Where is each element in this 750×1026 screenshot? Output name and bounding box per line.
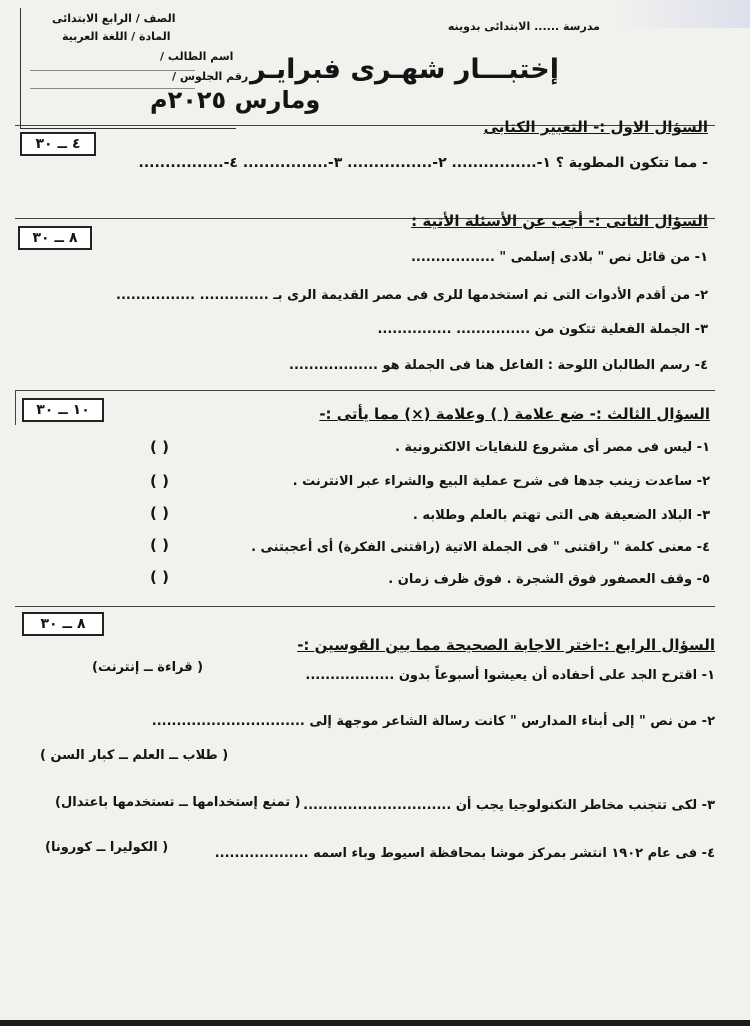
exam-title-line2: ومارس ٢٠٢٥م: [150, 86, 321, 114]
q3-answer-3[interactable]: ( ): [150, 504, 169, 522]
q3-heading: السؤال الثالث :- ضع علامة ( ) وعلامة (×) مما يأتى :-: [319, 405, 710, 423]
q4-choices-4: (الكوليرا ــ كورونا ): [45, 840, 169, 855]
q4-item-4: ٤- فى عام ١٩٠٢ انتشر بمركز موشا بمحافظة اسيوط وباء اسمه ...................: [214, 846, 715, 861]
q3-top-rule: [15, 390, 715, 391]
q3-left-rule: [15, 390, 16, 425]
grade-label: الصف / الرابع الابتدائى: [52, 12, 176, 25]
q3-item-5: ٥- وقف العصفور فوق الشجرة . فوق ظرف زمان .: [388, 572, 710, 587]
seat-number-label: رقم الجلوس /: [172, 70, 249, 83]
q3-item-1: ١- ليس فى مصر أى مشروع للنفايات الالكترونية .: [394, 440, 710, 455]
q4-choices-1: (قراءة ــ إنترنت ): [92, 660, 204, 675]
scan-bottom-edge: [0, 1020, 750, 1026]
q1-heading: السؤال الاول :- التعبير الكتابى: [483, 118, 708, 136]
q1-score-box: ٤ ــ ٣٠: [20, 132, 96, 156]
q3-item-3: ٣- البلاد الضعيفة هى التى تهتم بالعلم وطلابه .: [412, 508, 710, 523]
student-name-label: اسم الطالب /: [160, 50, 234, 63]
q4-score-box: ٨ ــ ٣٠: [22, 612, 104, 636]
q4-item-1: ١- اقترح الجد على أحفاده أن يعيشوا أسبوعاً بدون ..................: [305, 668, 715, 683]
q4-item-2: ٢- من نص " إلى أبناء المدارس " كانت رسالة الشاعر موجهة إلى ...............................: [151, 714, 715, 729]
q3-answer-5[interactable]: ( ): [150, 568, 169, 586]
scan-artifact: [620, 0, 750, 28]
q4-top-rule: [15, 606, 715, 607]
student-name-line: [30, 70, 195, 71]
q2-item-1: ١- من قائل نص " بلادى إسلمى " .................: [410, 250, 708, 265]
q3-answer-4[interactable]: ( ): [150, 536, 169, 554]
q2-score-box: ٨ ــ ٣٠: [18, 226, 92, 250]
q1-prompt: - مما تتكون المطوية ؟ ١-................ ٢-................ ٣-................ ٤-................: [138, 155, 708, 171]
exam-title-line1: إختبـــار شهـرى فبرايـر: [250, 54, 559, 85]
q3-item-2: ٢- ساعدت زينب جدها فى شرح عملية البيع والشراء عبر الانترنت .: [292, 474, 710, 489]
subject-label: المادة / اللغة العربية: [62, 30, 171, 43]
q4-choices-2: ( طلاب ــ العلم ــ كبار السن ): [40, 748, 229, 763]
school-name: مدرسة ...... الابتدائى بدوينه: [447, 20, 600, 33]
q2-heading: السؤال الثانى :- أجب عن الأسئلة الأتية :: [411, 212, 708, 230]
q3-answer-2[interactable]: ( ): [150, 472, 169, 490]
q3-score-box: ١٠ ــ ٣٠: [22, 398, 104, 422]
q2-item-2: ٢- من أقدم الأدوات التى تم استخدمها للرى فى مصر القديمة الرى بـ .............. ................: [116, 288, 708, 303]
q4-choices-3: (تمنع إستخدامها ــ تستخدمها باعتدال ): [55, 795, 301, 810]
q4-heading: السؤال الرابع :-اختر الاجابة الصحيحة مما بين القوسين :-: [297, 636, 715, 654]
q3-item-4: ٤- معنى كلمة " راقتنى " فى الجملة الاتية (راقتنى الفكرة) أى أعجبتنى .: [251, 540, 710, 555]
q2-item-3: ٣- الجملة الفعلية تتكون من ............... ...............: [377, 322, 708, 337]
q2-item-4: ٤- رسم الطالبان اللوحة : الفاعل هنا فى الجملة هو ..................: [289, 358, 708, 373]
q4-item-3: ٣- لكى تتجنب مخاطر التكنولوجيا يجب أن ..............................: [303, 798, 715, 813]
q3-answer-1[interactable]: ( ): [150, 438, 169, 456]
